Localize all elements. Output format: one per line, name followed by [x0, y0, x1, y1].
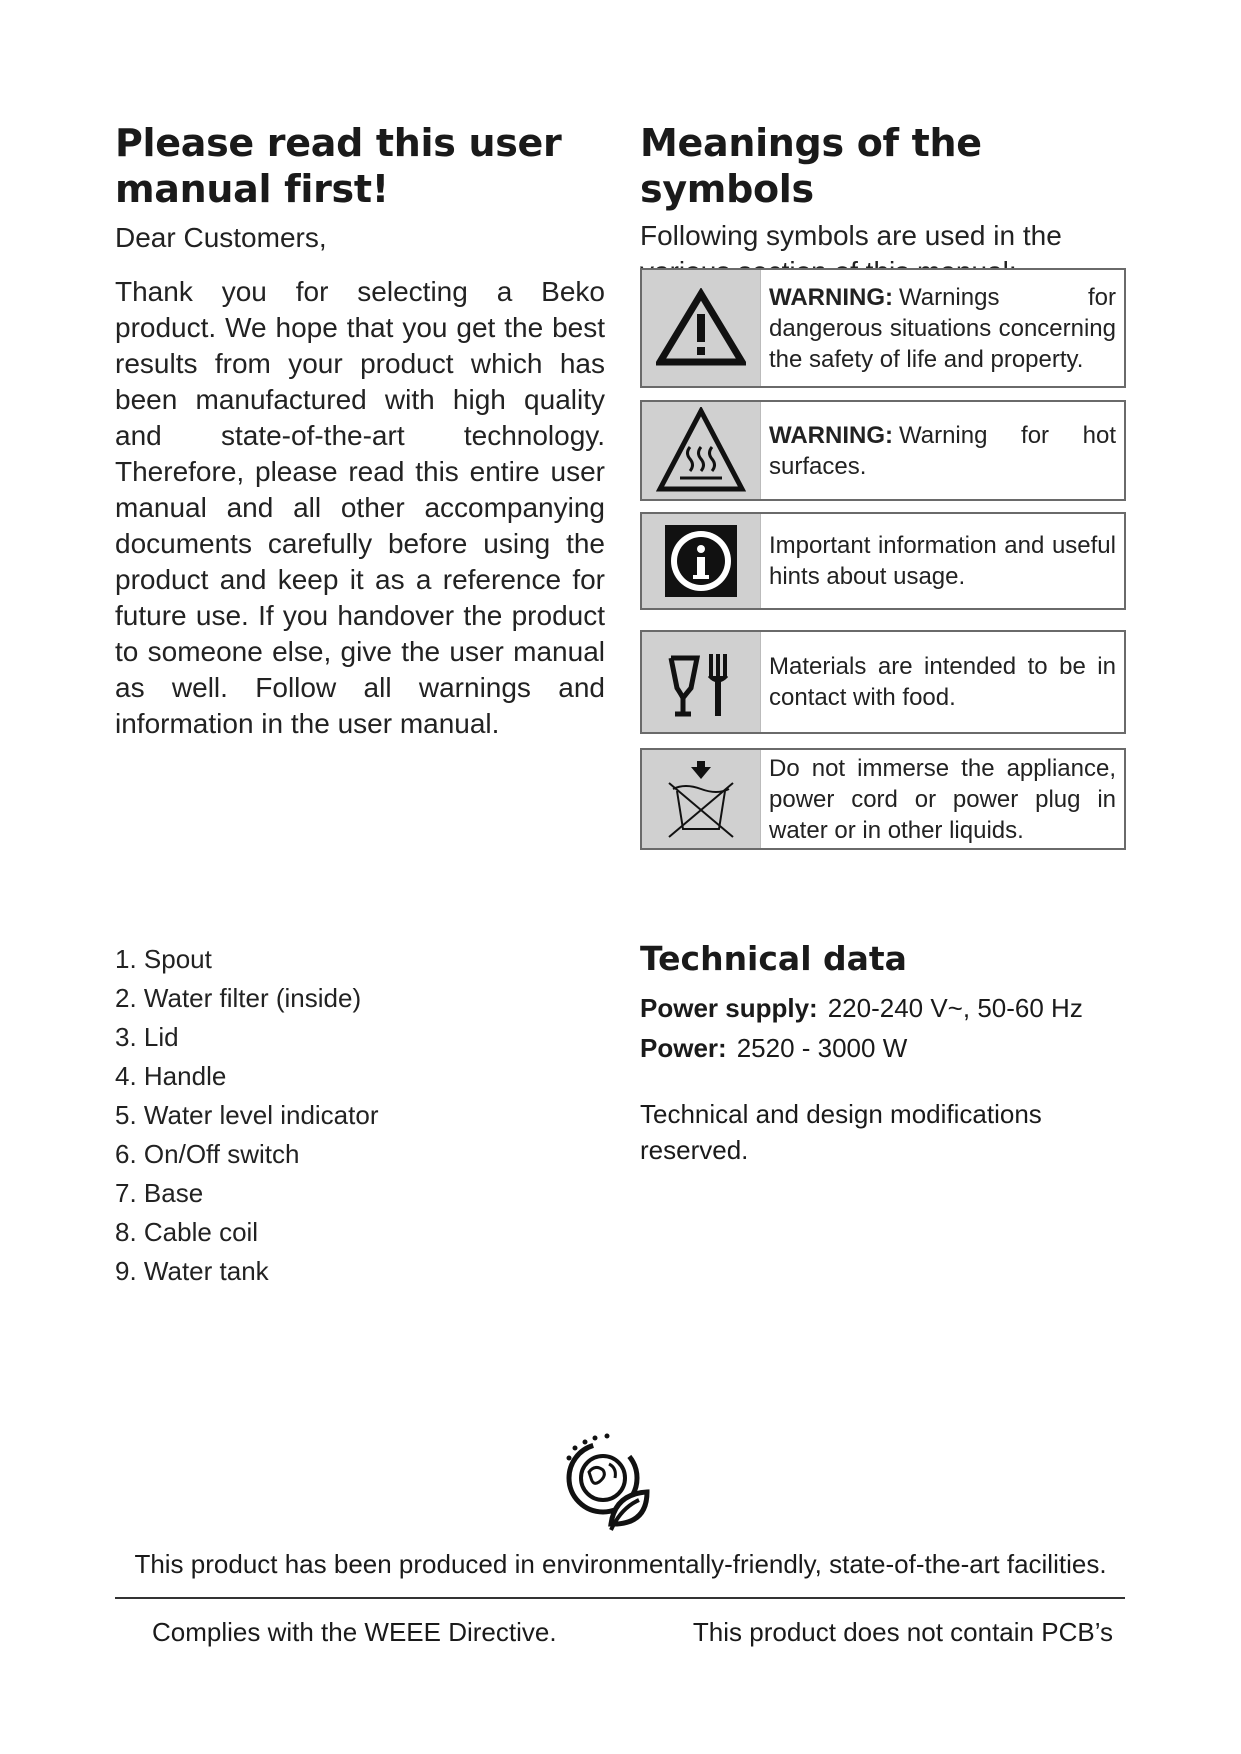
symbol-description: Important information and useful hints about usage. [769, 532, 1116, 590]
symbol-row-info [640, 512, 1126, 610]
symbols-section [640, 120, 1130, 290]
symbol-row-do-not-immerse [640, 748, 1126, 850]
symbol-description: Materials are intended to be in contact with food. [769, 653, 1116, 711]
symbol-row-hot-surface [640, 400, 1126, 501]
power-supply-label: Power supply: [640, 993, 818, 1023]
warning-triangle-icon [642, 270, 761, 386]
greeting: Dear Customers, [115, 222, 327, 253]
list-item: 9. Water tank [115, 1256, 269, 1286]
technical-data-title: Technical data [640, 939, 907, 978]
symbol-row-food-contact [640, 630, 1126, 734]
list-item: 4. Handle [115, 1061, 227, 1091]
hot-surface-icon [642, 402, 761, 499]
pcb-statement: This product does not contain PCB’s [692, 1617, 1113, 1647]
symbol-description: Do not immerse the appliance, power cord or power plug in water or in other liquids. [769, 754, 1116, 844]
list-item: 2. Water filter (inside) [115, 983, 362, 1013]
weee-statement: Complies with the WEEE Directive. [152, 1617, 557, 1647]
do-not-immerse-icon [642, 750, 761, 848]
power-label: Power: [640, 1033, 727, 1063]
eco-statement: This product has been produced in environmentally-friendly, state-of-the-art facilities. [134, 1549, 1107, 1579]
list-item: 1. Spout [115, 944, 212, 974]
power-value: 2520 - 3000 W [736, 1033, 908, 1063]
info-icon [642, 514, 761, 608]
list-item: 5. Water level indicator [115, 1100, 379, 1130]
technical-data-section [640, 938, 1120, 1168]
symbol-description: WARNING: Warning for hot surfaces. [769, 421, 1116, 480]
parts-list [115, 940, 378, 1291]
symbol-row-warning [640, 268, 1126, 388]
power-row [640, 1028, 1120, 1068]
footer-divider [115, 1597, 1125, 1599]
eco-globe-leaf-icon [555, 1428, 665, 1543]
list-item: 8. Cable coil [115, 1217, 259, 1247]
list-item: 7. Base [115, 1178, 204, 1208]
intro-paragraph: Thank you for selecting a Beko product. We hope that you get the best results from your product which has been manufactured with high quality and state-of-the-art technology. Therefore, please read this entire user manual and all other accompanying documents carefully before using the product and keep it as a reference for future use. If you handover the product to someone else, give the user manual as well. Follow all warnings and information in the user manual. [115, 276, 605, 739]
symbol-description: WARNING: Warnings for dangerous situations concerning the safety of life and property. [769, 283, 1116, 373]
list-item: 3. Lid [115, 1022, 179, 1052]
symbols-intro: Following symbols are used in the [640, 220, 1062, 251]
list-item: 6. On/Off switch [115, 1139, 300, 1169]
intro-section [115, 120, 605, 742]
technical-note: Technical and design modifications reserved. [640, 1099, 1042, 1165]
power-supply-row [640, 988, 1120, 1028]
intro-title: Please read this user manual first! [115, 121, 562, 211]
power-supply-value: 220-240 V~, 50-60 Hz [827, 993, 1083, 1023]
food-contact-icon [642, 632, 761, 732]
symbols-title: Meanings of the symbols [640, 121, 982, 211]
